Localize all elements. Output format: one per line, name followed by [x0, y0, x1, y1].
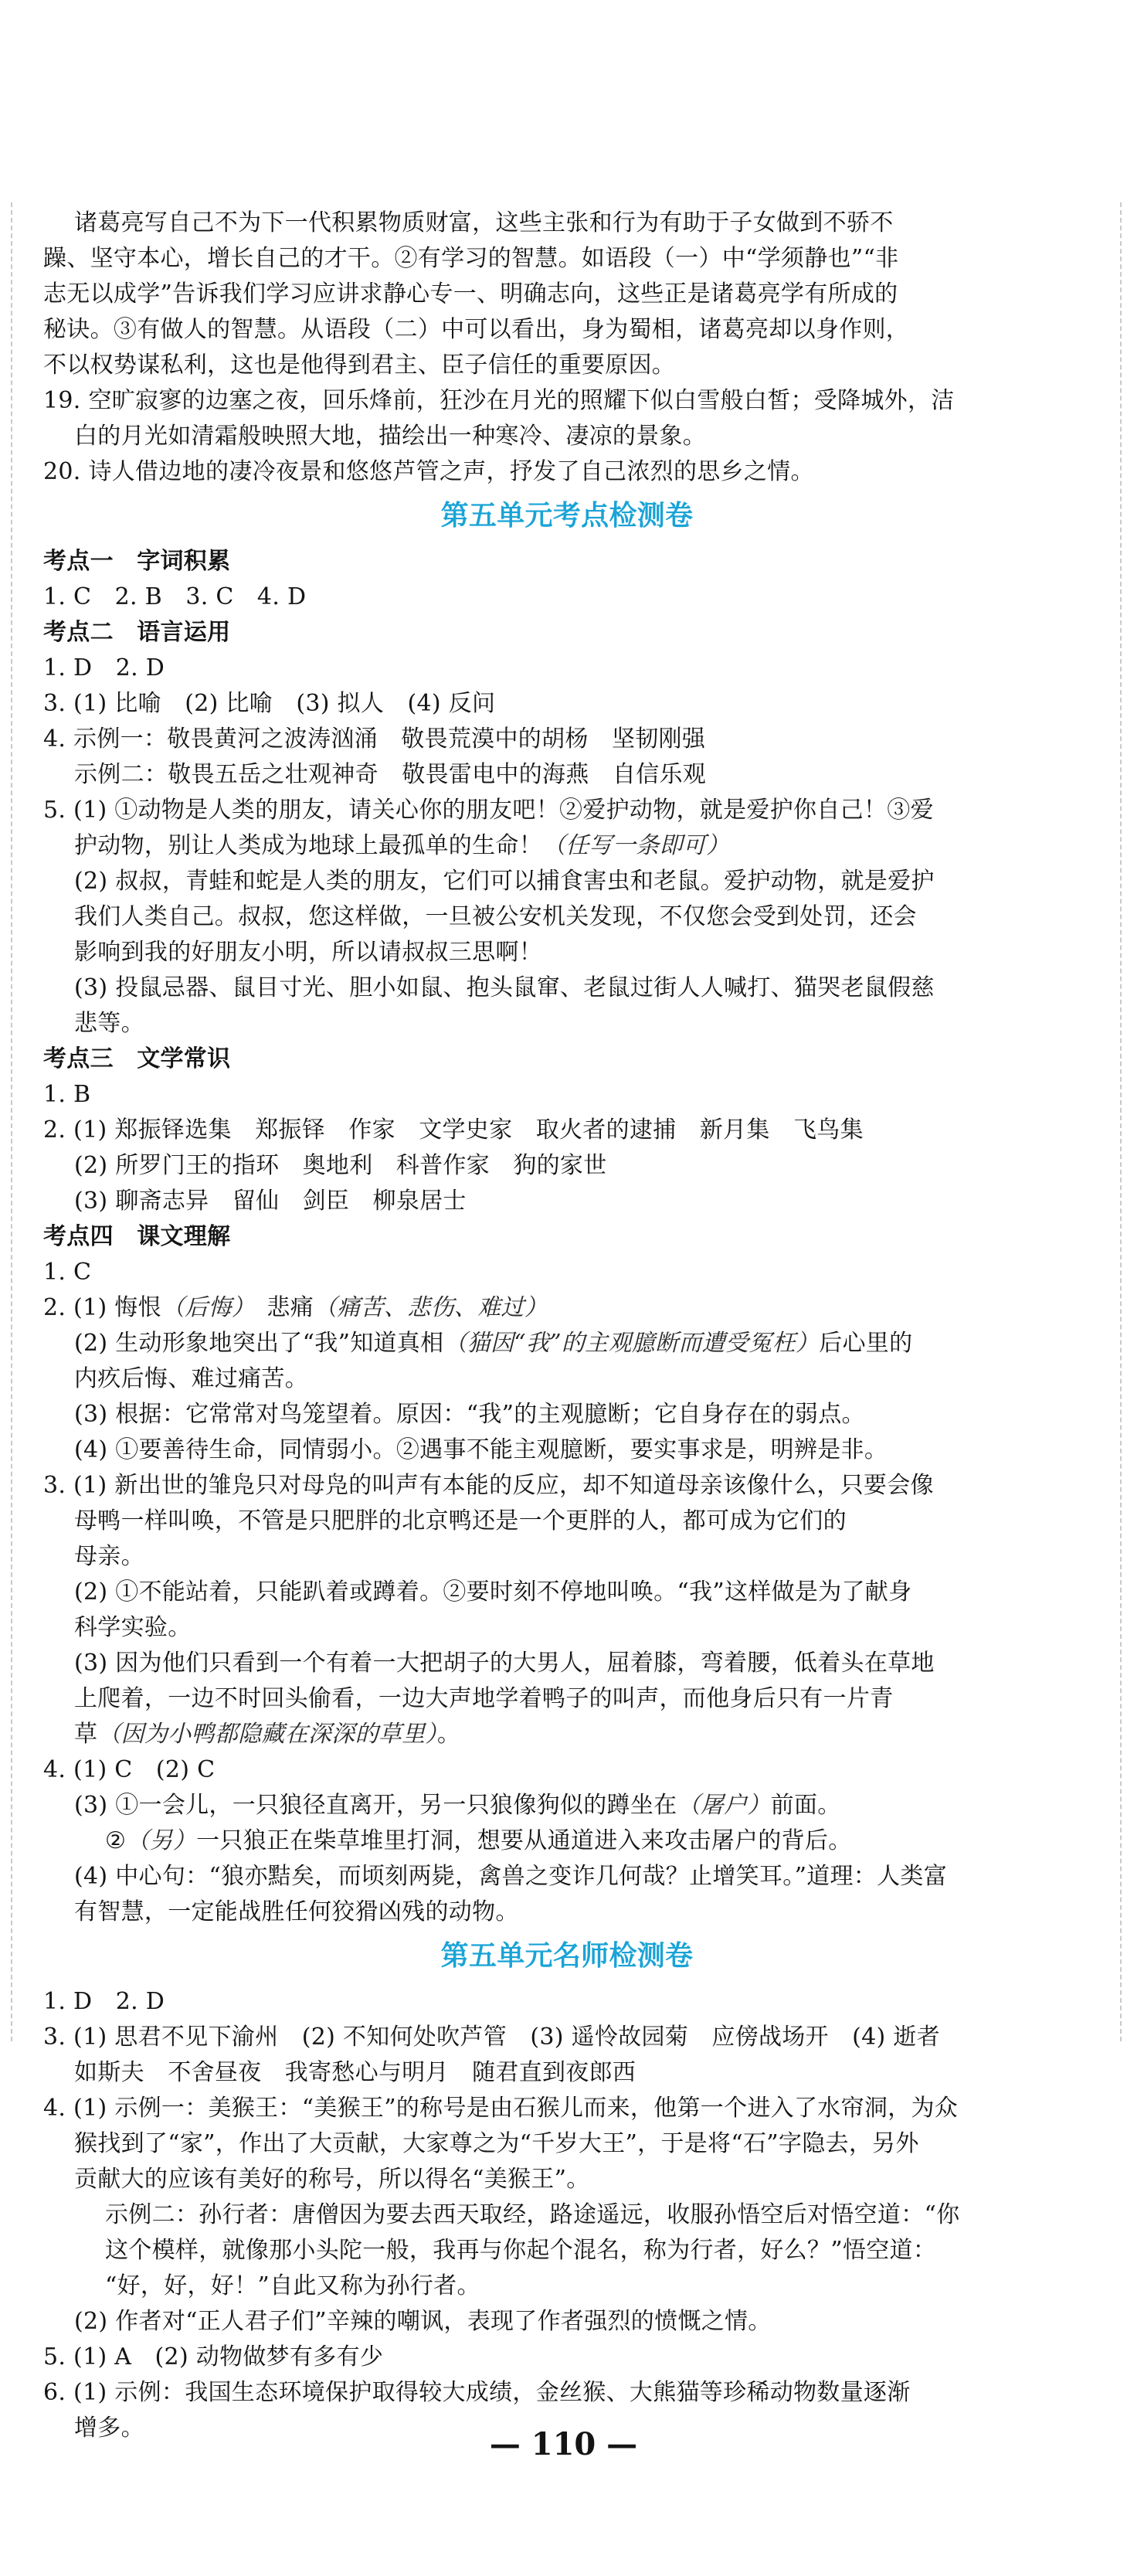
answer-line: 5. (1) ①动物是人类的朋友，请关心你的朋友吧！②爱护动物，就是爱护你自己！③爱	[43, 797, 934, 824]
answer-19: 19. 空旷寂寥的边塞之夜，回乐烽前，狂沙在月光的照耀下似白雪般白皙；受降城外，洁	[43, 387, 955, 414]
answer-line: 1. D 2. D	[43, 1988, 165, 2015]
answer-line: 4. (1) 示例一：美猴王：“美猴王”的称号是由石猴儿而来，他第一个进入了水帘洞，为众	[43, 2095, 959, 2122]
answer-line: (3) 因为他们只看到一个有着一大把胡子的大男人，屈着膝，弯着腰，低着头在草地	[74, 1650, 935, 1677]
answer-line: (2) 叔叔，青蛙和蛇是人类的朋友，它们可以捕食害虫和老鼠。爱护动物，就是爱护	[74, 868, 935, 895]
answer-text: 2. (1) 悔恨	[43, 1294, 161, 1321]
answer-line: 科学实验。	[74, 1614, 192, 1641]
text-line: 诸葛亮写自己不为下一代积累物质财富，这些主张和行为有助于子女做到不骄不	[74, 209, 894, 236]
answer-line: (2) 所罗门王的指环 奥地利 科普作家 狗的家世	[74, 1152, 607, 1179]
answer-note: （猫因“我”的主观臆断而遭受冤枉）	[443, 1330, 820, 1357]
answer-line: 悲等。	[74, 1010, 144, 1037]
answer-line: 我们人类自己。叔叔，您这样做，一旦被公安机关发现，不仅您会受到处罚，还会	[74, 903, 917, 930]
right-margin-line	[1120, 202, 1122, 2041]
answer-line: (3) 根据：它常常对鸟笼望着。原因：“我”的主观臆断；它自身存在的弱点。	[74, 1401, 865, 1428]
answer-line: 示例二：孙行者：唐僧因为要去西天取经，路途遥远，收服孙悟空后对悟空道：“你	[105, 2201, 960, 2228]
answer-line: 6. (1) 示例：我国生态环境保护取得较大成绩，金丝猴、大熊猫等珍稀动物数量逐渐	[43, 2379, 911, 2406]
answer-text: 护动物，别让人类成为地球上最孤单的生命！	[74, 832, 542, 859]
kaodian-heading: 考点四 课文理解	[43, 1223, 231, 1250]
text-line: 秘诀。③有做人的智慧。从语段（二）中可以看出，身为蜀相，诸葛亮却以身作则，	[43, 316, 910, 343]
answer-line: 3. (1) 新出世的雏凫只对母凫的叫声有本能的反应，却不知道母亲该像什么，只要会像	[43, 1472, 934, 1499]
answer-line: 1. C	[43, 1259, 92, 1286]
answer-text: 前面。	[770, 1792, 841, 1819]
answer-text: 。	[436, 1721, 461, 1748]
answer-line: (4) ①要善待生命，同情弱小。②遇事不能主观臆断，要实事求是，明辨是非。	[74, 1436, 888, 1463]
answer-line: (3) 投鼠忌器、鼠目寸光、胆小如鼠、抱头鼠窜、老鼠过街人人喊打、猫哭老鼠假慈	[74, 974, 935, 1001]
answer-line: 有智慧，一定能战胜任何狡猾凶残的动物。	[74, 1898, 519, 1925]
answer-19-cont: 白的月光如清霜般映照大地，描绘出一种寒冷、凄凉的景象。	[74, 423, 707, 450]
answer-text: (3) ①一会儿，一只狼径直离开，另一只狼像狗似的蹲坐在	[74, 1792, 677, 1819]
page-number: — 110 —	[489, 2426, 638, 2462]
answer-line: 母鸭一样叫唤，不管是只肥胖的北京鸭还是一个更胖的人，都可成为它们的	[74, 1507, 847, 1534]
left-margin-line	[11, 202, 12, 2041]
answer-line: 3. (1) 思君不见下渝州 (2) 不知何处吹芦管 (3) 遥怜故园菊 应傍战场开 (4) 逝者	[43, 2024, 940, 2051]
answer-note: （后悔）	[161, 1294, 244, 1321]
answer-line: 1. C 2. B 3. C 4. D	[43, 583, 307, 610]
text-line: 不以权势谋私利，这也是他得到君主、臣子信任的重要原因。	[43, 352, 676, 379]
section-title-kaodian: 第五单元考点检测卷	[440, 500, 694, 532]
answer-content	[43, 206, 1091, 2446]
answer-text: 悲痛	[243, 1294, 314, 1321]
answer-line: 猴找到了“家”，作出了大贡献，大家尊之为“千岁大王”，于是将“石”字隐去，另外	[74, 2130, 919, 2157]
section-title-mingshi: 第五单元名师检测卷	[440, 1940, 694, 1972]
answer-line: “好，好，好！”自此又称为孙行者。	[105, 2272, 480, 2299]
answer-note: （因为小鸭都隐藏在深深的草里）	[97, 1721, 437, 1748]
answer-line: 示例二：敬畏五岳之壮观神奇 敬畏雷电中的海燕 自信乐观	[74, 761, 707, 788]
answer-line	[43, 1326, 1091, 1361]
answer-line	[43, 1717, 1091, 1752]
answer-line: (2) ①不能站着，只能趴着或蹲着。②要时刻不停地叫唤。“我”这样做是为了献身	[74, 1579, 912, 1606]
answer-line: 内疚后悔、难过痛苦。	[74, 1365, 308, 1392]
answer-line	[43, 828, 1091, 864]
answer-line	[43, 1788, 1091, 1823]
text-line: 志无以成学”告诉我们学习应讲求静心专一、明确志向，这些正是诸葛亮学有所成的	[43, 280, 898, 308]
answer-line: (4) 中心句：“狼亦黠矣，而顷刻两毙，禽兽之变诈几何哉？止增笑耳。”道理：人类富	[74, 1863, 948, 1890]
answer-line: 4. 示例一：敬畏黄河之波涛汹涌 敬畏荒漠中的胡杨 坚韧刚强	[43, 726, 706, 753]
answer-text: 一只狼正在柴草堆里打洞，想要从通道进入来攻击屠户的背后。	[196, 1827, 852, 1854]
kaodian-heading: 考点一 字词积累	[43, 548, 231, 575]
answer-text: ②	[105, 1827, 127, 1854]
answer-text: 后心里的	[819, 1330, 913, 1357]
answer-line: 5. (1) A (2) 动物做梦有多有少	[43, 2343, 384, 2370]
kaodian-heading: 考点二 语言运用	[43, 619, 231, 646]
answer-line: 影响到我的好朋友小明，所以请叔叔三思啊！	[74, 939, 542, 966]
answer-line: 母亲。	[74, 1543, 144, 1570]
answer-line: 1. D 2. D	[43, 654, 165, 681]
answer-line: 这个模样，就像那小头陀一般，我再与你起个混名，称为行者，好么？”悟空道：	[105, 2237, 937, 2264]
kaodian-heading: 考点三 文学常识	[43, 1045, 231, 1072]
answer-line: 增多。	[74, 2415, 144, 2442]
answer-note: （任写一条即可）	[542, 832, 730, 859]
answer-note: （痛苦、悲伤、难过）	[314, 1294, 548, 1321]
answer-text: (2) 生动形象地突出了“我”知道真相	[74, 1330, 444, 1357]
answer-line: 上爬着，一边不时回头偷看，一边大声地学着鸭子的叫声，而他身后只有一片青	[74, 1685, 894, 1712]
answer-text: 草	[74, 1721, 98, 1748]
answer-line: 1. B	[43, 1081, 91, 1108]
answer-line	[43, 1290, 1091, 1326]
answer-line: 如斯夫 不舍昼夜 我寄愁心与明月 随君直到夜郎西	[74, 2059, 636, 2086]
answer-line	[43, 1823, 1091, 1859]
answer-line: (2) 作者对“正人君子们”辛辣的嘲讽，表现了作者强烈的愤慨之情。	[74, 2308, 772, 2335]
answer-line: (3) 聊斋志异 留仙 剑臣 柳泉居士	[74, 1188, 467, 1215]
text-line: 躁、坚守本心，增长自己的才干。②有学习的智慧。如语段（一）中“学须静也”“非	[43, 245, 899, 272]
answer-line: 贡献大的应该有美好的称号，所以得名“美猴王”。	[74, 2166, 590, 2193]
answer-line: 2. (1) 郑振铎选集 郑振铎 作家 文学史家 取火者的逮捕 新月集 飞鸟集	[43, 1116, 864, 1144]
answer-20: 20. 诗人借边地的凄冷夜景和悠悠芦管之声，抒发了自己浓烈的思乡之情。	[43, 458, 814, 485]
answer-line: 3. (1) 比喻 (2) 比喻 (3) 拟人 (4) 反问	[43, 690, 496, 717]
answer-line: 4. (1) C (2) C	[43, 1756, 216, 1783]
answer-note: （另）	[126, 1827, 197, 1854]
answer-note: （屠户）	[677, 1792, 771, 1819]
